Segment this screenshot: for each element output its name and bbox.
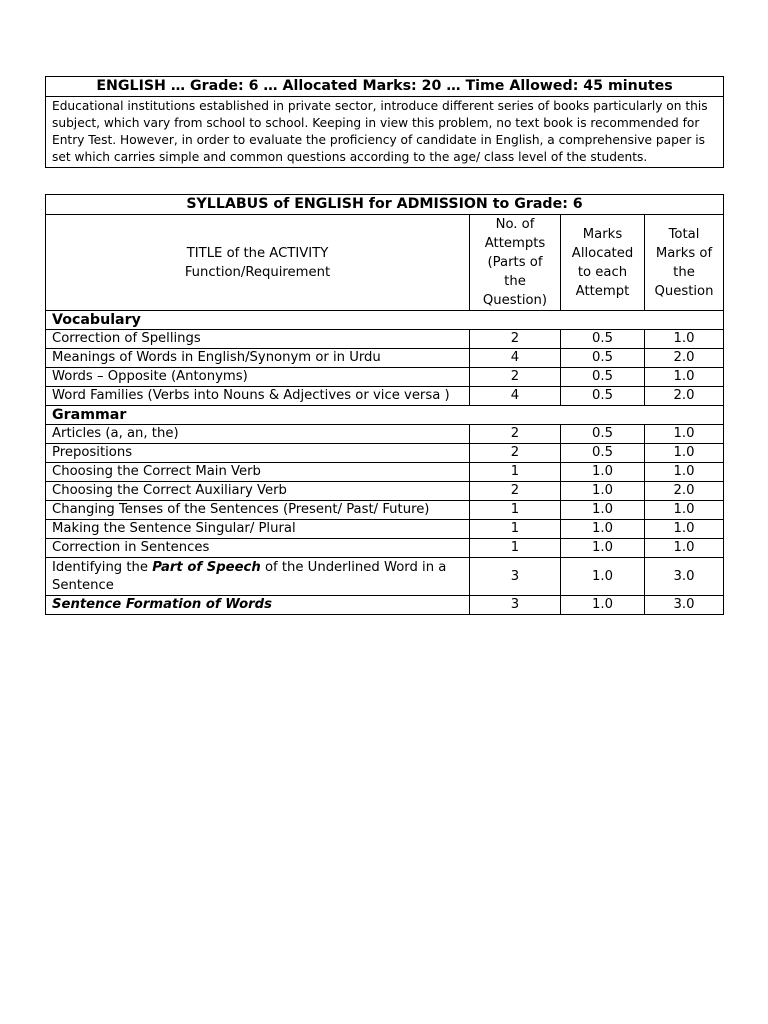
section-grammar: Grammar [46, 406, 724, 425]
header-attempts [470, 215, 561, 311]
row-title-post: of the Underlined Word in a Sentence [52, 559, 447, 593]
row-title: Articles (a, an, the) [46, 425, 470, 444]
header-row [46, 215, 724, 311]
row-title: Changing Tenses of the Sentences (Present/ Past/ Future) [46, 501, 470, 520]
header-attempts-line: Question) [482, 293, 548, 308]
row-marks: 0.5 [561, 368, 645, 387]
row-title: Words – Opposite (Antonyms) [46, 368, 470, 387]
row-title: Choosing the Correct Main Verb [46, 463, 470, 482]
row-attempts: 2 [470, 368, 561, 387]
row-marks: 0.5 [561, 349, 645, 368]
row-total: 1.0 [645, 539, 724, 558]
row-marks: 1.0 [561, 482, 645, 501]
row-title: Prepositions [46, 444, 470, 463]
table-row [46, 368, 724, 387]
row-total: 1.0 [645, 444, 724, 463]
header-attempts-line: the [504, 274, 526, 289]
row-total: 3.0 [645, 558, 724, 596]
table-row [46, 463, 724, 482]
row-attempts: 1 [470, 520, 561, 539]
row-total: 2.0 [645, 387, 724, 406]
header-marks-line: to each [577, 264, 628, 280]
header-total-line: Marks of [655, 245, 713, 261]
row-total: 1.0 [645, 330, 724, 349]
table-row [46, 444, 724, 463]
row-total: 1.0 [645, 501, 724, 520]
row-title: Word Families (Verbs into Nouns & Adjectives or vice versa ) [46, 387, 470, 406]
header-total [645, 215, 724, 311]
row-title: Sentence Formation of Words [46, 596, 470, 615]
row-total: 1.0 [645, 368, 724, 387]
row-marks: 0.5 [561, 387, 645, 406]
row-total: 1.0 [645, 463, 724, 482]
header-marks-line: Attempt [575, 283, 630, 299]
header-attempts-line: (Parts of [487, 255, 543, 270]
table-row [46, 349, 724, 368]
row-total: 1.0 [645, 520, 724, 539]
row-attempts: 2 [470, 444, 561, 463]
row-total: 2.0 [645, 482, 724, 501]
header-marks [561, 215, 645, 311]
row-marks: 1.0 [561, 558, 645, 596]
row-attempts: 4 [470, 349, 561, 368]
header-marks-line: Allocated [571, 245, 634, 261]
table-row [46, 558, 724, 596]
row-marks: 1.0 [561, 539, 645, 558]
row-attempts: 2 [470, 425, 561, 444]
row-title-pre: Identifying the [52, 559, 153, 575]
table-row [46, 596, 724, 615]
syllabus-table [45, 194, 724, 615]
row-attempts: 2 [470, 482, 561, 501]
row-marks: 0.5 [561, 330, 645, 349]
syllabus-title: SYLLABUS of ENGLISH for ADMISSION to Grade: 6 [46, 195, 724, 215]
row-attempts: 1 [470, 539, 561, 558]
row-marks: 1.0 [561, 501, 645, 520]
header-total-line: Question [654, 283, 714, 299]
table-row [46, 330, 724, 349]
row-marks: 0.5 [561, 425, 645, 444]
row-marks: 1.0 [561, 463, 645, 482]
row-total: 1.0 [645, 425, 724, 444]
row-title: Meanings of Words in English/Synonym or in Urdu [46, 349, 470, 368]
row-attempts: 3 [470, 558, 561, 596]
row-attempts: 2 [470, 330, 561, 349]
table-row [46, 425, 724, 444]
info-title: ENGLISH … Grade: 6 … Allocated Marks: 20 … Time Allowed: 45 minutes [46, 77, 724, 97]
row-total: 2.0 [645, 349, 724, 368]
row-marks: 1.0 [561, 520, 645, 539]
info-table [45, 76, 724, 168]
row-title: Making the Sentence Singular/ Plural [46, 520, 470, 539]
row-attempts: 3 [470, 596, 561, 615]
row-title: Correction in Sentences [46, 539, 470, 558]
row-attempts: 4 [470, 387, 561, 406]
table-row [46, 387, 724, 406]
header-activity-line2: Function/Requirement [184, 264, 331, 280]
header-activity [46, 215, 470, 311]
header-activity-line1: TITLE of the ACTIVITY [186, 245, 329, 261]
header-marks-line: Marks [582, 226, 623, 242]
row-attempts: 1 [470, 463, 561, 482]
table-row [46, 520, 724, 539]
table-row [46, 501, 724, 520]
row-marks: 1.0 [561, 596, 645, 615]
row-title: Choosing the Correct Auxiliary Verb [46, 482, 470, 501]
section-vocabulary: Vocabulary [46, 311, 724, 330]
row-total: 3.0 [645, 596, 724, 615]
header-attempts-line: No. of [495, 217, 535, 232]
row-title [46, 558, 470, 596]
table-row [46, 539, 724, 558]
header-total-line: Total [668, 226, 700, 242]
info-description: Educational institutions established in private sector, introduce different series of books particularly on this subject, which vary from school to school. Keeping in view this problem, no text book is recommended for Entry Test. However, in order to evaluate the proficiency of candidate in English, a comprehensive paper is set which carries simple and common questions according to the age/ class level of the students. [46, 97, 724, 168]
header-attempts-line: Attempts [484, 236, 546, 251]
row-title: Correction of Spellings [46, 330, 470, 349]
header-total-line: the [673, 264, 695, 280]
row-title-emphasis: Part of Speech [152, 559, 261, 575]
table-row [46, 482, 724, 501]
row-attempts: 1 [470, 501, 561, 520]
row-marks: 0.5 [561, 444, 645, 463]
